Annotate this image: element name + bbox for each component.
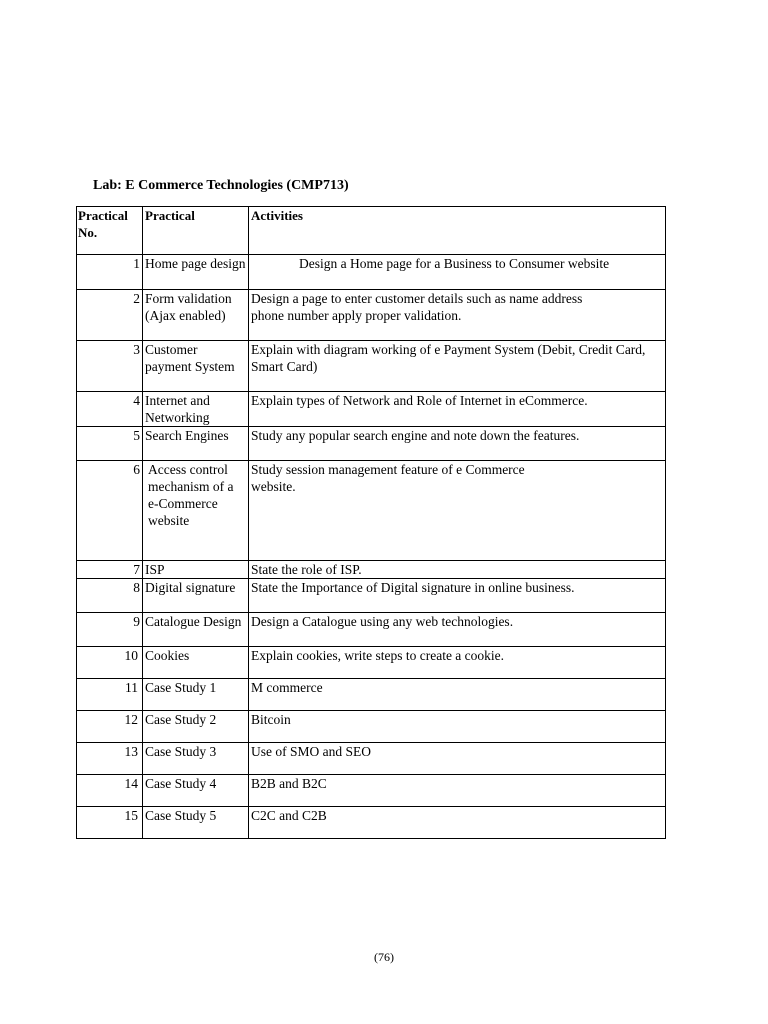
row-practical: Cookies <box>143 647 249 679</box>
row-activity: Design a Home page for a Business to Consumer website <box>249 255 666 290</box>
row-practical: Form validation (Ajax enabled) <box>143 290 249 341</box>
table-row <box>77 579 666 613</box>
table-row <box>77 807 666 839</box>
row-practical: Home page design <box>143 255 249 290</box>
table-row <box>77 255 666 290</box>
row-practical: Case Study 1 <box>143 679 249 711</box>
table-row <box>77 647 666 679</box>
row-activity: Study any popular search engine and note down the features. <box>249 427 666 461</box>
table-row <box>77 743 666 775</box>
row-activity: Design a page to enter customer details such as name address phone number apply proper validation. <box>249 290 666 341</box>
row-activity: State the Importance of Digital signature in online business. <box>249 579 666 613</box>
table-header-row <box>77 207 666 255</box>
table-row <box>77 427 666 461</box>
header-practical: Practical <box>143 207 249 255</box>
row-activity: Bitcoin <box>249 711 666 743</box>
row-practical: Case Study 4 <box>143 775 249 807</box>
row-practical: Case Study 5 <box>143 807 249 839</box>
row-practical: Digital signature <box>143 579 249 613</box>
table-row <box>77 392 666 427</box>
table-row <box>77 561 666 579</box>
table-row <box>77 711 666 743</box>
page-number: (76) <box>374 950 394 964</box>
row-activity: Design a Catalogue using any web technologies. <box>249 613 666 647</box>
row-number: 2 <box>77 290 143 341</box>
row-number: 12 <box>77 711 143 743</box>
row-number: 5 <box>77 427 143 461</box>
row-practical: Catalogue Design <box>143 613 249 647</box>
row-practical: Customer payment System <box>143 341 249 392</box>
practicals-table <box>76 206 666 839</box>
row-number: 1 <box>77 255 143 290</box>
row-practical: Internet and Networking <box>143 392 249 427</box>
row-activity: C2C and C2B <box>249 807 666 839</box>
row-practical: Access control mechanism of a e-Commerce website <box>143 461 249 561</box>
row-number: 10 <box>77 647 143 679</box>
row-activity: B2B and B2C <box>249 775 666 807</box>
table-row <box>77 461 666 561</box>
row-number: 3 <box>77 341 143 392</box>
table-row <box>77 679 666 711</box>
table-row <box>77 775 666 807</box>
row-activity: Explain cookies, write steps to create a cookie. <box>249 647 666 679</box>
row-activity: Explain with diagram working of e Payment System (Debit, Credit Card, Smart Card) <box>249 341 666 392</box>
row-activity: Study session management feature of e Commerce website. <box>249 461 666 561</box>
row-number: 14 <box>77 775 143 807</box>
table-row <box>77 341 666 392</box>
row-number: 9 <box>77 613 143 647</box>
row-number: 13 <box>77 743 143 775</box>
table-row <box>77 290 666 341</box>
row-practical: Case Study 3 <box>143 743 249 775</box>
row-practical: Case Study 2 <box>143 711 249 743</box>
row-practical: Search Engines <box>143 427 249 461</box>
row-number: 4 <box>77 392 143 427</box>
row-number: 8 <box>77 579 143 613</box>
row-activity: Use of SMO and SEO <box>249 743 666 775</box>
row-number: 15 <box>77 807 143 839</box>
row-activity: State the role of ISP. <box>249 561 666 579</box>
header-activities: Activities <box>249 207 666 255</box>
row-activity: M commerce <box>249 679 666 711</box>
header-practical-no: Practical No. <box>77 207 143 255</box>
table-row <box>77 613 666 647</box>
page-title: Lab: E Commerce Technologies (CMP713) <box>93 178 349 193</box>
row-practical: ISP <box>143 561 249 579</box>
row-activity: Explain types of Network and Role of Internet in eCommerce. <box>249 392 666 427</box>
row-number: 7 <box>77 561 143 579</box>
row-number: 11 <box>77 679 143 711</box>
row-number: 6 <box>77 461 143 561</box>
